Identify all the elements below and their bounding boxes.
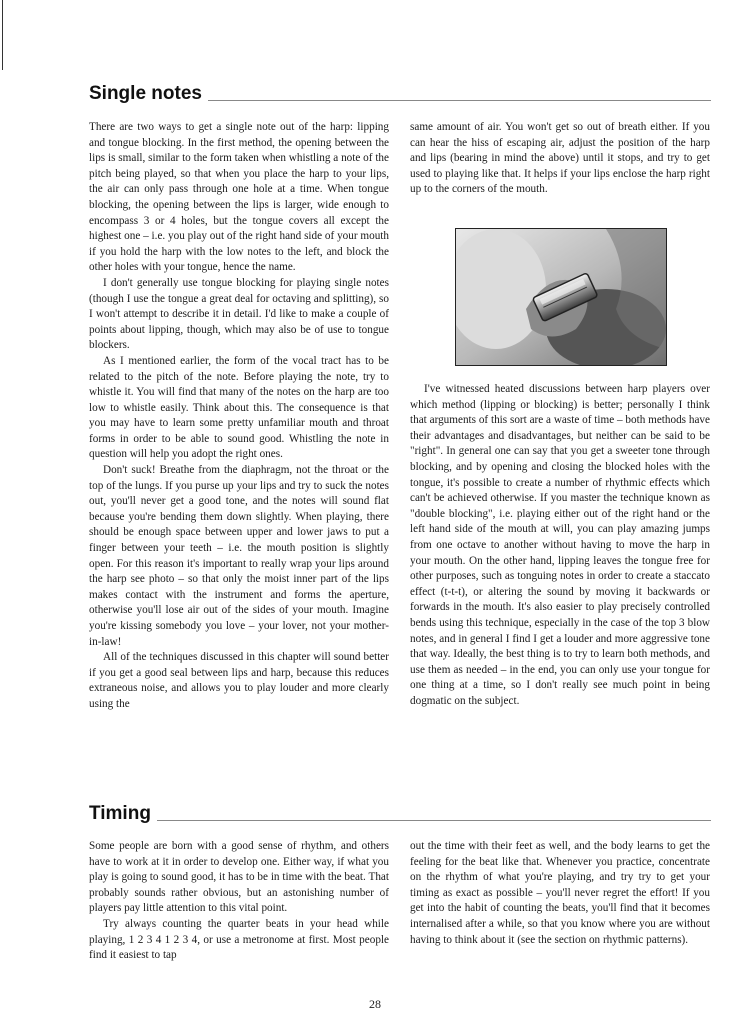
column-right-top (410, 120, 710, 198)
heading-rule (208, 100, 711, 101)
page-edge (2, 0, 3, 70)
section-heading-timing (89, 804, 711, 823)
column-left-single-notes (89, 120, 389, 713)
paragraph: same amount of air. You won't get so out of breath either. If you can hear the hiss of escaping air, adjust the position of the harp and lips (bearing in mind the above) until it stops, and try to get used to playing like that. It helps if your lips enclose the harp right up to the corners of the mouth. (410, 121, 710, 196)
column-right-bottom (410, 382, 710, 709)
paragraph: All of the techniques discussed in this chapter will sound better if you get a good seal between lips and harp, because this reduces extraneous noise, and allows you to play louder and more clearly using the (89, 651, 389, 710)
section-heading-single-notes (89, 84, 711, 103)
heading-text: Timing (89, 803, 151, 824)
page-number: 28 (369, 997, 381, 1011)
heading-text: Single notes (89, 83, 202, 104)
heading-rule (157, 820, 711, 821)
column-left-timing (89, 839, 389, 964)
paragraph: There are two ways to get a single note out of the harp: lipping and tongue blocking. In the first method, the opening between the lips is small, similar to the form taken when whistling a note of the pitch being played, so that when you place the harp to your lips, the air can only pass through one hole at a time. When tongue blocking, the opening between the lips is larger, wide enough to encompass 3 or 4 holes, but the tongue covers all except the highest one – i.e. you play out of the right hand side of your mouth if you hold the harp with the low notes to the left, and block the other holes with your tongue, hence the name. (89, 121, 389, 274)
paragraph: Don't suck! Breathe from the diaphragm, not the throat or the top of the lungs. If you purse up your lips and try to suck the notes out, you'll never get a good tone, and the notes will sound flat because you're bending them down slightly. When playing, there should be enough space between upper and lower jaws to put a finger between your teeth – i.e. the mouth position is slightly open. For this reason it's important to really wrap your lips around the harp see photo – so that only the moist inner part of the lips makes contact with the instrument and forms the aperture, otherwise you'll lose air out of the sides of your mouth. Imagine you're kissing somebody you love – your lover, not your mother-in-law! (89, 464, 389, 648)
paragraph: Some people are born with a good sense of rhythm, and others have to work at it in order to develop one. Either way, if what you play is going to sound good, it has to be in time with the beat. That probably sounds rather obvious, but an astonishing number of players pay little attention to this vital point. (89, 840, 389, 915)
paragraph: As I mentioned earlier, the form of the vocal tract has to be related to the pitch of the note. Before playing the note, try to whistle it. You will find that many of the notes on the harp are too low to whistle easily. Think about this. The consequence is that you may have to learn some pretty unfamiliar mouth and throat forms in order to be able to sound good. Whistling the note in question will help you adopt the right ones. (89, 354, 389, 461)
paragraph: I've witnessed heated discussions between harp players over which method (lipping or blocking) is better; personally I think that arguments of this sort are a waste of time – both methods have their advantages and disadvantages, but neither can be said to be "right". In general one can say that you get a sweeter tone through blocking, and by opening and closing the blocked holes with the tongue, it's possible to create a number of rhythmic effects which can't be achieved otherwise. If you master the technique known as "double blocking", i.e. playing either out of the right hand or the left hand side of the mouth at will, you can play amazing jumps from one octave to another without having to move the harp in your mouth. On the other hand, lipping leaves the tongue free for other purposes, such as tonguing notes in order to create a staccato effect (t-t-t), or altering the sound by moving it backwards or forwards in the mouth. It's also easier to play precisely controlled bends using this technique, especially in the case of the top 3 blow notes, and in general I find I get a louder and more aggressive tone that way. Ideally, the best thing is to try to learn both methods, and use them as needed – in the end, you can only use your tongue for one thing at a time, so I don't really see much point in being dogmatic on the subject. (410, 383, 710, 707)
paragraph: Try always counting the quarter beats in your head while playing, 1 2 3 4 1 2 3 4, or use a metronome at first. Most people find it easiest to tap (89, 917, 389, 962)
paragraph: out the time with their feet as well, and the body learns to get the feeling for the beat like that. Whenever you practice, concentrate on the rhythm of what you're playing, and try try to get your timing as exact as possible – you'll never regret the effort! If you get into the habit of counting the beats, you'll find that it becomes internalised after a while, so that you know where you are without having to think about it (see the section on rhythmic patterns). (410, 840, 710, 946)
harmonica-lips-image (456, 229, 666, 365)
harmonica-photo (455, 228, 667, 366)
column-right-timing (410, 839, 710, 948)
paragraph: I don't generally use tongue blocking for playing single notes (though I use the tongue a great deal for octaving and splitting), so I won't attempt to describe it in detail. I'd like to make a couple of points about lipping, though, which may also be of use to tongue blockers. (89, 276, 389, 352)
